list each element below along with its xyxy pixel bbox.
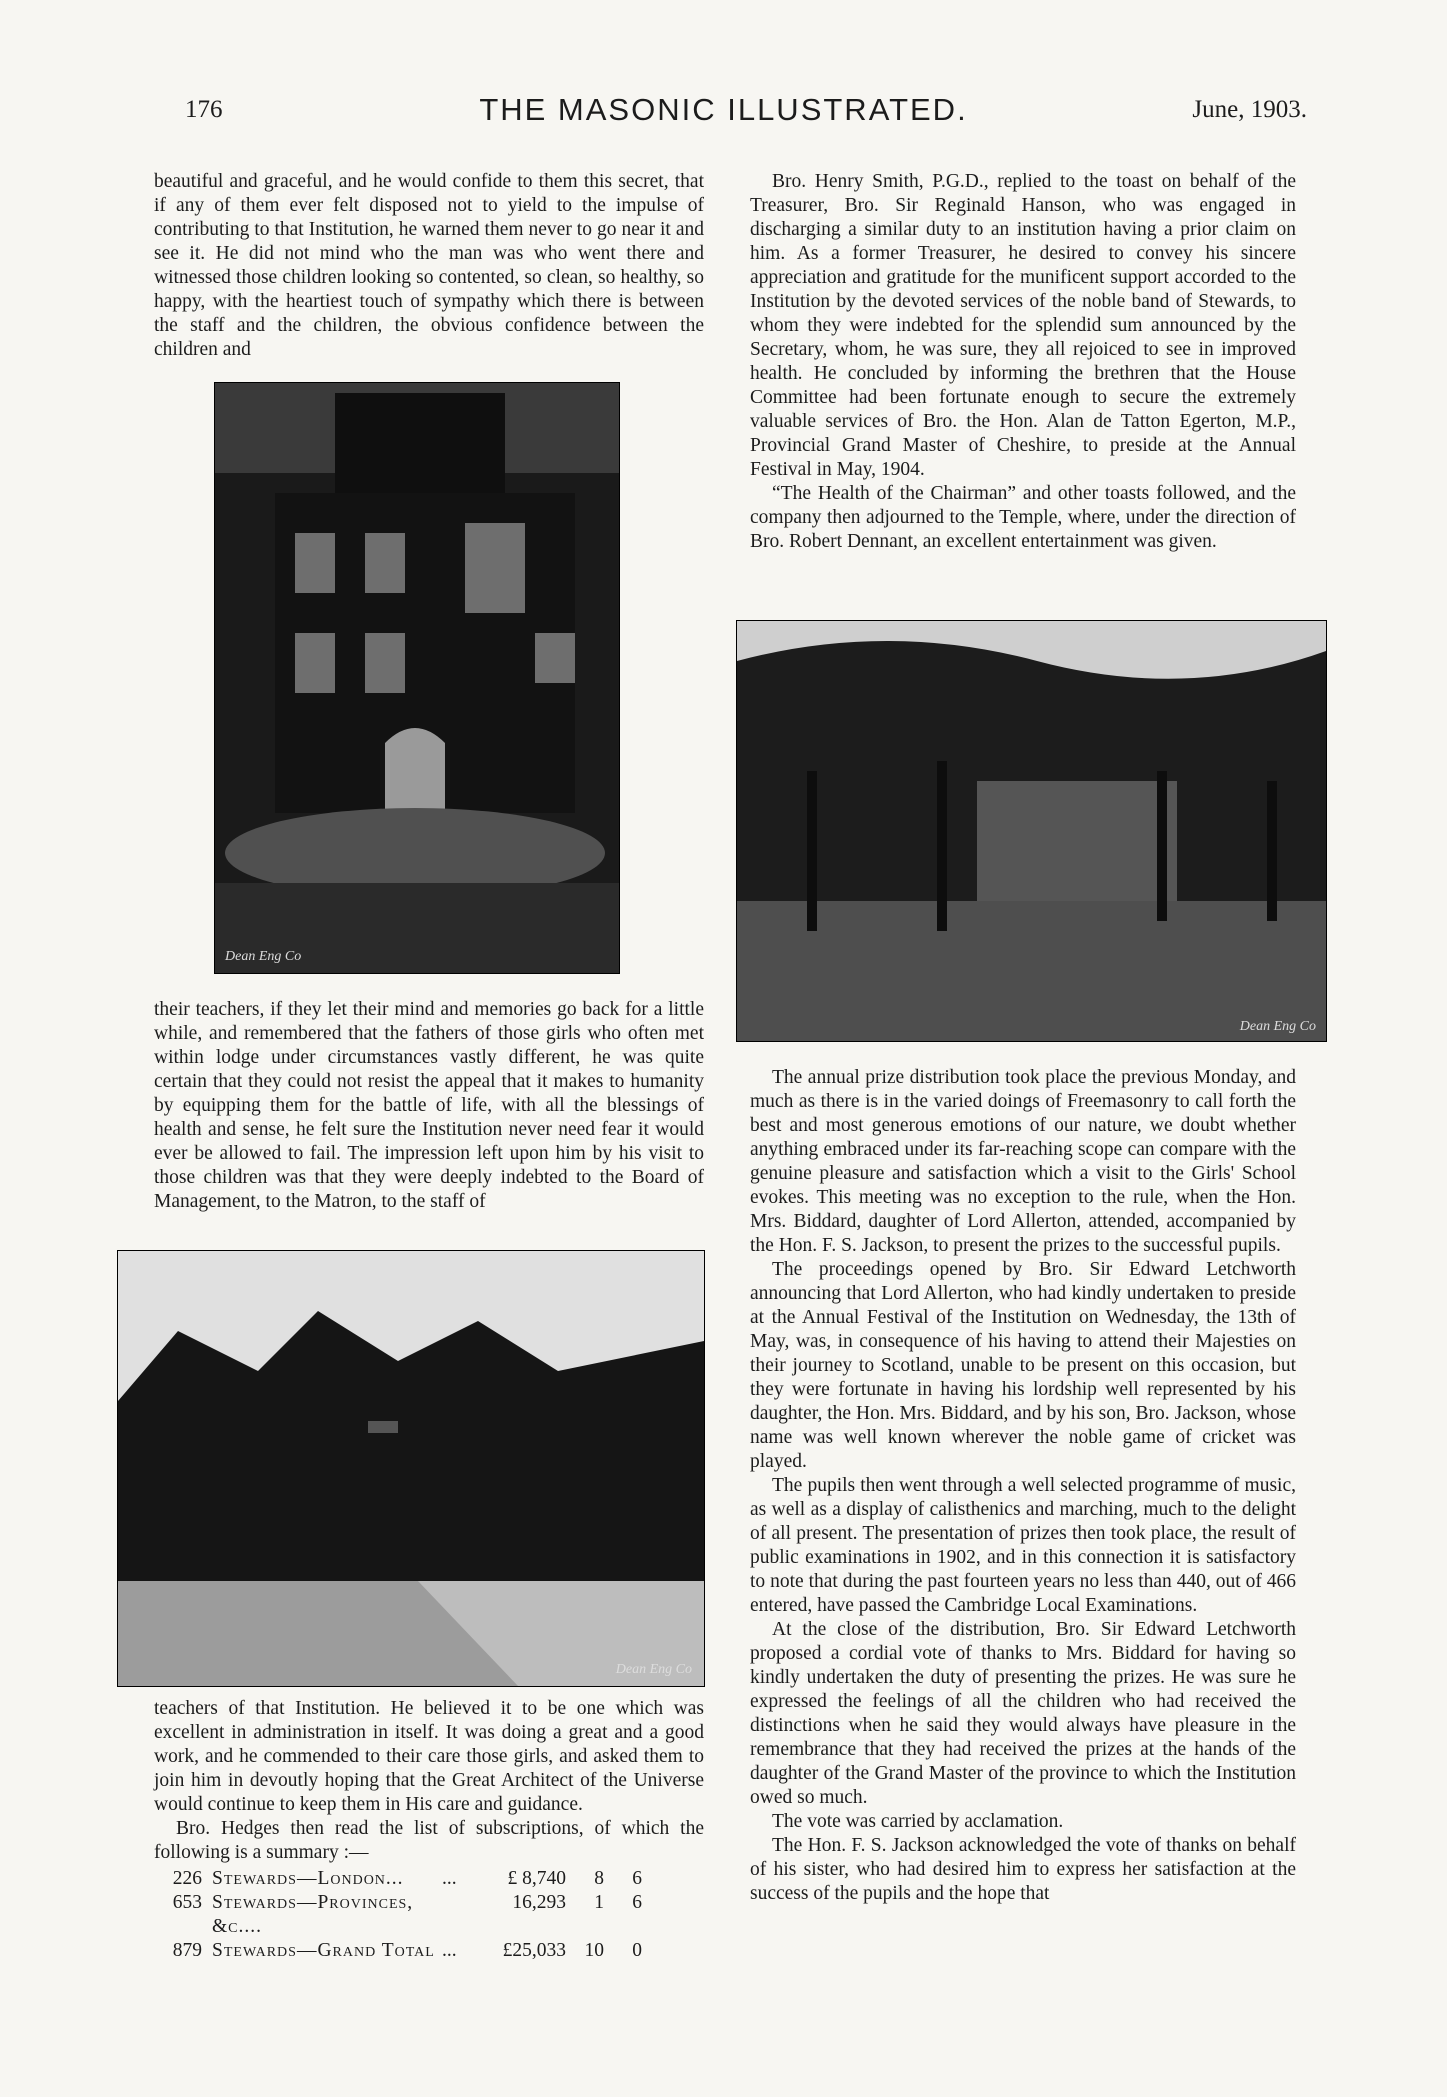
left-column-top — [154, 170, 704, 362]
right-column-top — [750, 170, 1296, 554]
paragraph: “The Health of the Chairman” and other toasts followed, and the company then adjourned to the Temple, where, under the direction of Bro. Robert Dennant, an excellent entertainment was given. — [750, 483, 1296, 552]
left-column-bottom — [154, 1697, 704, 1963]
page-number: 176 — [185, 96, 223, 123]
shillings: 1 — [594, 1892, 604, 1913]
shillings: 8 — [594, 1868, 604, 1889]
steward-label: Stewards—Grand Total — [212, 1940, 435, 1961]
school-grounds-photo — [736, 620, 1327, 1042]
paragraph: The Hon. F. S. Jackson acknowledged the vote of thanks on behalf of his sister, who had desired him to express her satisfaction at the success of the pupils and the hope that — [750, 1835, 1296, 1904]
paragraph: The proceedings opened by Bro. Sir Edward Letchworth announcing that Lord Allerton, who had kindly undertaken to preside at the Annual Festival of the Institution on Wednesday, the 13th of May, was, in consequence of his having to attend their Majesties on their journey to Scotland, unable to be present on this occasion, but they were fortunate in having his lordship well represented by his daughter, the Hon. Mrs. Biddard, and by his son, Bro. Jackson, whose name was well known wherever the noble game of cricket was played. — [750, 1259, 1296, 1472]
engraver-credit: Dean Eng Co — [225, 949, 302, 964]
page-header — [0, 92, 1447, 136]
paragraph: teachers of that Institution. He believed it to be one which was excellent in administration in itself. It was doing a great and a good work, and he commended to their care those girls, and asked them to join him in devoutly hoping that the Great Architect of the Universe would continue to keep them in His care and guidance. — [154, 1698, 704, 1815]
pence: 6 — [632, 1892, 642, 1913]
subscription-summary — [154, 1867, 704, 1963]
engraver-credit: Dean Eng Co — [1239, 1019, 1316, 1034]
school-building-illustration — [215, 383, 619, 973]
paragraph: beautiful and graceful, and he would confide to them this secret, that if any of them ever felt disposed not to yield to the impulse of contributing to that Institution, he warned them never to go near it and see it. He did not mind who the man was who went there and witnessed those children looking so contented, so clean, so healthy, so happy, with the heartiest touch of sympathy which there is between the staff and the children, the obvious confidence between the children and — [154, 171, 704, 360]
leader-dots: ... — [442, 1868, 457, 1889]
left-column-middle — [154, 998, 704, 1214]
summary-total-row — [154, 1939, 704, 1963]
shillings: 10 — [584, 1940, 604, 1961]
magazine-title: THE MASONIC ILLUSTRATED. — [479, 92, 968, 127]
pounds: £25,033 — [502, 1940, 566, 1961]
paragraph: their teachers, if they let their mind and memories go back for a little while, and remembered that the fathers of those girls who often met within lodge under circumstances vastly different, he was quite certain that they could not resist the appeal that it makes to humanity by equipping them for the battle of life, with all the blessings of health and sense, he felt sure the Institution never need fear it would ever be allowed to fail. The impression left upon him by his visit to those children was that they were deeply indebted to the Board of Management, to the Matron, to the staff of — [154, 999, 704, 1212]
steward-label: Stewards—London... — [212, 1868, 404, 1889]
school-exterior-illustration — [118, 1251, 704, 1686]
paragraph: Bro. Hedges then read the list of subscriptions, of which the following is a summary :— — [154, 1818, 704, 1863]
engraver-credit: Dean Eng Co — [615, 1662, 692, 1677]
pounds: £ 8,740 — [507, 1868, 566, 1889]
summary-row — [154, 1891, 704, 1937]
pounds: 16,293 — [512, 1892, 566, 1913]
steward-count: 653 — [172, 1892, 202, 1913]
steward-count: 879 — [172, 1940, 202, 1961]
school-exterior-photo — [117, 1250, 705, 1687]
paragraph: The annual prize distribution took place the previous Monday, and much as there is in the varied doings of Freemasonry to call forth the best and most generous emotions of our nature, we doubt whether anything embraced under its far-reaching scope can compare with the genuine pleasure and satisfaction which a visit to the Girls' School evokes. This meeting was no exception to the rule, when the Hon. Mrs. Biddard, daughter of Lord Allerton, attended, accompanied by the Hon. F. S. Jackson, to present the prizes to the successful pupils. — [750, 1067, 1296, 1256]
steward-label: Stewards—Provinces, &c.... — [212, 1892, 414, 1937]
pence: 6 — [632, 1868, 642, 1889]
paragraph: Bro. Henry Smith, P.G.D., replied to the toast on behalf of the Treasurer, Bro. Sir Reginald Hanson, who was engaged in discharging a similar duty to an institution having a prior claim on him. As a former Treasurer, he desired to convey his sincere appreciation and gratitude for the munificent support accorded to the Institution by the devoted services of the noble band of Stewards, to whom they were indebted for the splendid sum announced by the Secretary, whom, he was sure, they all rejoiced to see in improved health. He concluded by informing the brethren that the House Committee had been fortunate enough to secure the extremely valuable services of Bro. the Hon. Alan de Tatton Egerton, M.P., Provincial Grand Master of Cheshire, to preside at the Annual Festival in May, 1904. — [750, 171, 1296, 480]
paragraph: At the close of the distribution, Bro. Sir Edward Letchworth proposed a cordial vote of thanks to Mrs. Biddard for having so kindly undertaken the duty of presenting the prizes. He was sure he expressed the feelings of all the children who had received the distinctions when he said they would always have pleasure in the remembrance that they had received the prizes at the hands of the daughter of the Grand Master of the province to which the Institution owed so much. — [750, 1619, 1296, 1808]
school-building-photo — [214, 382, 620, 974]
steward-count: 226 — [172, 1868, 202, 1889]
summary-row — [154, 1867, 704, 1891]
pence: 0 — [632, 1940, 642, 1961]
school-grounds-illustration — [737, 621, 1326, 1041]
issue-date: June, 1903. — [1192, 96, 1307, 123]
right-column-bottom — [750, 1066, 1296, 1906]
paragraph: The pupils then went through a well selected programme of music, as well as a display of calisthenics and marching, much to the delight of all present. The presentation of prizes then took place, the result of public examinations in 1902, and in this connection it is satisfactory to note that during the past fourteen years no less than 440, out of 466 entered, have passed the Cambridge Local Examinations. — [750, 1475, 1296, 1616]
leader-dots: ... — [442, 1940, 457, 1961]
paragraph: The vote was carried by acclamation. — [772, 1811, 1064, 1832]
